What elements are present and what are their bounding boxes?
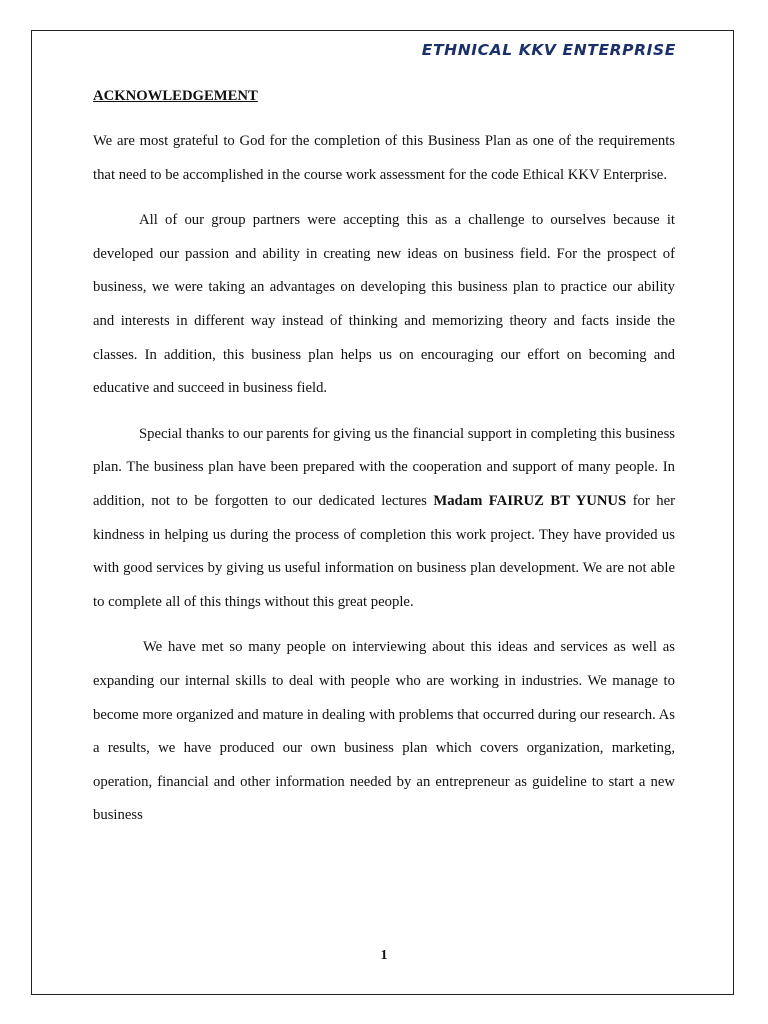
paragraph-special-thanks [93, 418, 675, 620]
special-thanks-text-end: for her kindness in helping us during the process of completion this work project. They have provided us with good services by giving us useful information on business plan development. We are not able to complete all of this things without this great people. [93, 492, 675, 610]
page-number: 1 [380, 948, 388, 963]
document-body [93, 86, 675, 845]
paragraph-gratitude: We are most grateful to God for the completion of this Business Plan as one of the requirements that need to be accomplished in the course work assessment for the code Ethical KKV Enterprise. [93, 133, 675, 183]
acknowledgement-heading: ACKNOWLEDGEMENT [93, 88, 258, 104]
lecturer-name: Madam FAIRUZ BT YUNUS [433, 492, 627, 509]
document-header: ETHNICAL KKV ENTERPRISE [421, 41, 676, 59]
paragraph-interviews: We have met so many people on interviewing about this ideas and services as well as expanding our internal skills to deal with people who are working in industries. We manage to become more organized and mature in dealing with problems that occurred during our research. As a results, we have produced our own business plan which covers organization, marketing, operation, financial and other information needed by an entrepreneur as guideline to start a new business [93, 639, 675, 824]
special-thanks-text-start: Special thanks to our parents for giving us the financial support in completing this business plan. The business plan have been prepared with the cooperation and support of many people. In addition, not to be forgotten to our dedicated lectures [93, 425, 676, 509]
paragraph-group-partners: All of our group partners were accepting this as a challenge to ourselves because it developed our passion and ability in creating new ideas on business field. For the prospect of business, we were taking an advantages on developing this business plan to practice our ability and interests in different way instead of thinking and memorizing theory and facts inside the classes. In addition, this business plan helps us on encouraging our effort on becoming and educative and succeed in business field. [93, 212, 675, 397]
